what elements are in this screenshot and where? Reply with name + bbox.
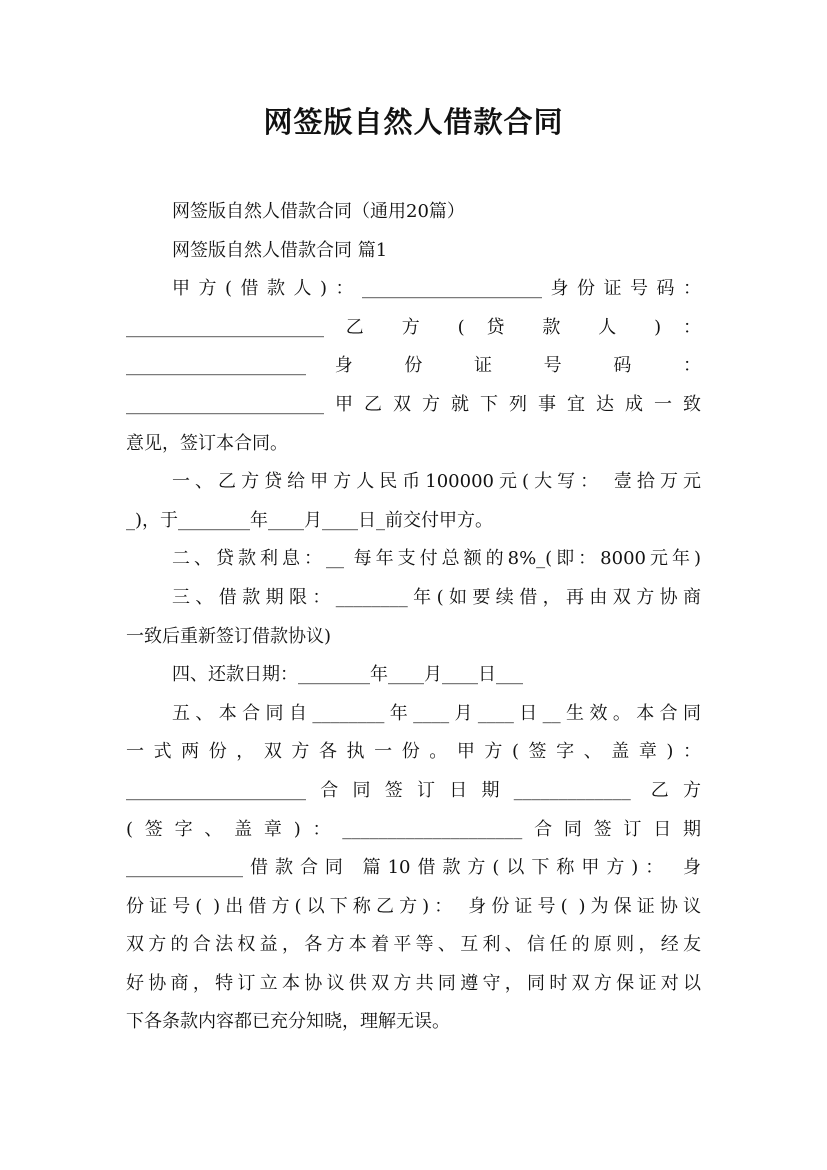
document-body [126,193,701,1042]
text-line: 二、贷款利息：__ 每年支付总额的8%_(即：8000元年) [172,548,701,570]
text-line: 甲方(借款人)：____________________身份证号码： [172,278,701,300]
text-line: 份证号( )出借方(以下称乙方)： 身份证号( )为保证协议 [126,895,701,917]
text-line: ______________________ 乙 方 ( 贷 款 人 ) ： [126,316,701,338]
text-line: (签字、盖章)：____________________合同签订日期 [126,818,701,840]
text-line: 一致后重新签订借款协议) [126,625,332,647]
text-line: ____________________合同签订日期_____________ 乙方 [126,779,701,801]
text-line: ____________________ 身 份 证 号 码 ： [126,355,701,377]
text-line: 一式两份，双方各执一份。甲方(签字、盖章)： [126,741,701,763]
text-line: ______________________甲乙双方就下列事宜达成一致 [126,393,701,415]
text-line: 好协商，特订立本协议供双方共同遵守，同时双方保证对以 [126,972,701,994]
text-line: 下各条款内容都已充分知晓，理解无误。 [126,1011,450,1033]
text-line: 网签版自然人借款合同（通用20篇） [172,201,465,222]
text-line: _____________借款合同 篇10借款方(以下称甲方)： 身 [126,857,701,879]
document-title: 网签版自然人借款合同 [263,105,564,139]
text-line: _)，于________年____月____日_前交付甲方。 [126,509,494,531]
text-line: 双方的合法权益，各方本着平等、互利、信任的原则，经友 [126,934,701,956]
text-line: 四、还款日期：________年____月____日___ [172,664,523,686]
text-line: 一、乙方贷给甲方人民币100000元(大写： 壹拾万元 [172,471,701,493]
text-line: 意见，签订本合同。 [126,432,288,454]
text-line: 五、本合同自________年____月____日__生效。本合同 [172,702,701,724]
text-line: 三、借款期限：________年(如要续借，再由双方协商 [172,586,701,608]
text-line: 网签版自然人借款合同 篇1 [172,239,388,261]
